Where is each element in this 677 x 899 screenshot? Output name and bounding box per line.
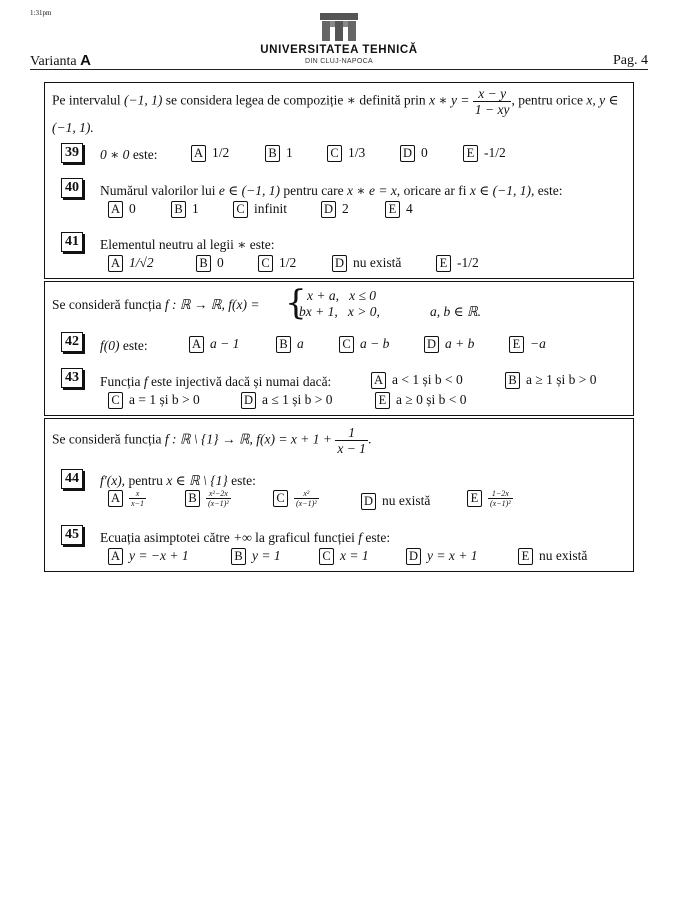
q43-option-a[interactable]: A a < 1 și b < 0 [371,372,463,389]
q40-option-d[interactable]: D 2 [321,201,349,218]
question-45-text: Ecuația asimptotei către +∞ la graficul funcției f este: [100,530,391,545]
q39-option-e[interactable]: E -1/2 [463,145,506,162]
q42-option-c[interactable]: C a − b [339,336,389,353]
print-time: 1:31pm [30,9,52,17]
question-number-44: 44 [61,469,83,489]
question-43-text: Funcția f este injectivă dacă și numai dacă: [100,374,332,389]
q39-option-c[interactable]: C 1/3 [327,145,365,162]
q40-option-e[interactable]: E 4 [385,201,413,218]
q41-option-c[interactable]: C 1/2 [258,255,296,272]
q45-option-c[interactable]: C x = 1 [319,548,369,565]
question-42-text: f(0) este: [100,338,148,353]
q42-option-a[interactable]: A a − 1 [189,336,239,353]
university-emblem-icon [319,12,359,42]
university-city: DIN CLUJ-NAPOCA [305,58,373,65]
q42-option-d[interactable]: D a + b [424,336,474,353]
q40-option-a[interactable]: A 0 [108,201,136,218]
q39-option-b[interactable]: B 1 [265,145,293,162]
section-composition-law [44,82,634,279]
piecewise-case-1: x + a, x ≤ 0 [307,288,377,303]
question-40-text: Numărul valorilor lui e ∈ (−1, 1) pentru care x ∗ e = x, oricare ar fi x ∈ (−1, 1), este: [100,183,563,198]
q44-option-c[interactable]: C $\frac{\text{x²}}{\text{(x−1)²}}$ [273,489,319,508]
section-rational-function [44,418,634,572]
question-39-text: 0 ∗ 0 este: [100,147,158,162]
piecewise-brace: { [285,283,307,323]
q40-option-b[interactable]: B 1 [171,201,199,218]
q43-option-b[interactable]: B a ≥ 1 și b > 0 [505,372,597,389]
section3-statement: Se consideră funcția f : ℝ \ {1} → ℝ, f(x) = x + 1 + $\frac{1}{x - 1}$ . [52,425,372,456]
composition-fraction: $\frac{x - y}{1 - xy}$ [474,86,510,117]
header-divider [30,69,648,70]
variant-label: Varianta A [30,52,91,69]
question-number-45: 45 [61,525,83,545]
university-name: UNIVERSITATEA TEHNICĂ [260,44,418,56]
q40-option-c[interactable]: C infinit [233,201,287,218]
q43-option-e[interactable]: E a ≥ 0 și b < 0 [375,392,467,409]
variant-letter: A [80,52,91,69]
q41-option-a[interactable]: A 1/√2 [108,255,154,272]
question-number-40: 40 [61,178,83,198]
section3-fraction: $\frac{1}{x - 1}$ [337,425,366,456]
piecewise-params: a, b ∈ ℝ. [430,304,482,319]
q42-option-e[interactable]: E −a [509,336,546,353]
section-piecewise-function: Se consideră funcția f : ℝ → ℝ, f(x) = { x + a, x ≤ 0 bx + 1, x > 0, a, b ∈ ℝ. 42 f(0) este: A a − 1 B a C a − b D a + b E −a 43 Funcția f este injectivă dacă și numai dacă: A a < 1 și b < 0 B a ≥ 1 și b > 0 C a = 1 și b > 0 D a ≤ 1 și b > 0 E a ≥ 0 și b < 0 [44,281,634,416]
question-number-41: 41 [61,232,83,252]
q45-option-a[interactable]: A y = −x + 1 [108,548,189,565]
question-41-text: Elementul neutru al legii ∗ este: [100,237,275,252]
section1-statement: Pe intervalul (−1, 1) se considera legea de compoziție ∗ definită prin x ∗ y = $\frac{x - y}{1 - xy}$ , pentru orice x, y ∈ (−1, 1). [52,86,619,135]
question-number-42: 42 [61,332,83,352]
university-logo [256,11,422,67]
q42-option-b[interactable]: B a [276,336,304,353]
q44-option-d[interactable]: D nu există [361,493,430,510]
q43-option-d[interactable]: D a ≤ 1 și b > 0 [241,392,333,409]
q45-option-d[interactable]: D y = x + 1 [406,548,477,565]
q45-option-b[interactable]: B y = 1 [231,548,281,565]
q41-option-d[interactable]: D nu există [332,255,401,272]
q44-option-e[interactable]: E $\frac{1-2x}{\text{(x−1)²}}$ [467,489,513,508]
page-number: Pag. 4 [613,53,648,68]
q43-option-c[interactable]: C a = 1 și b > 0 [108,392,200,409]
q41-option-e[interactable]: E -1/2 [436,255,479,272]
question-number-43: 43 [61,368,83,388]
piecewise-case-2: bx + 1, x > 0, [299,304,380,319]
q44-option-a[interactable]: A $\frac{x}{x-1}$ [108,489,146,508]
q41-option-b[interactable]: B 0 [196,255,224,272]
question-number-39: 39 [61,143,83,163]
q45-option-e[interactable]: E nu există [518,548,587,565]
question-44-text: f′(x), pentru x ∈ ℝ \ {1} este: [100,473,256,488]
q39-option-d[interactable]: D 0 [400,145,428,162]
q44-option-b[interactable]: B $\frac{\text{x²−2x}}{\text{(x−1)²}}$ [185,489,231,508]
q39-option-a[interactable]: A 1/2 [191,145,229,162]
